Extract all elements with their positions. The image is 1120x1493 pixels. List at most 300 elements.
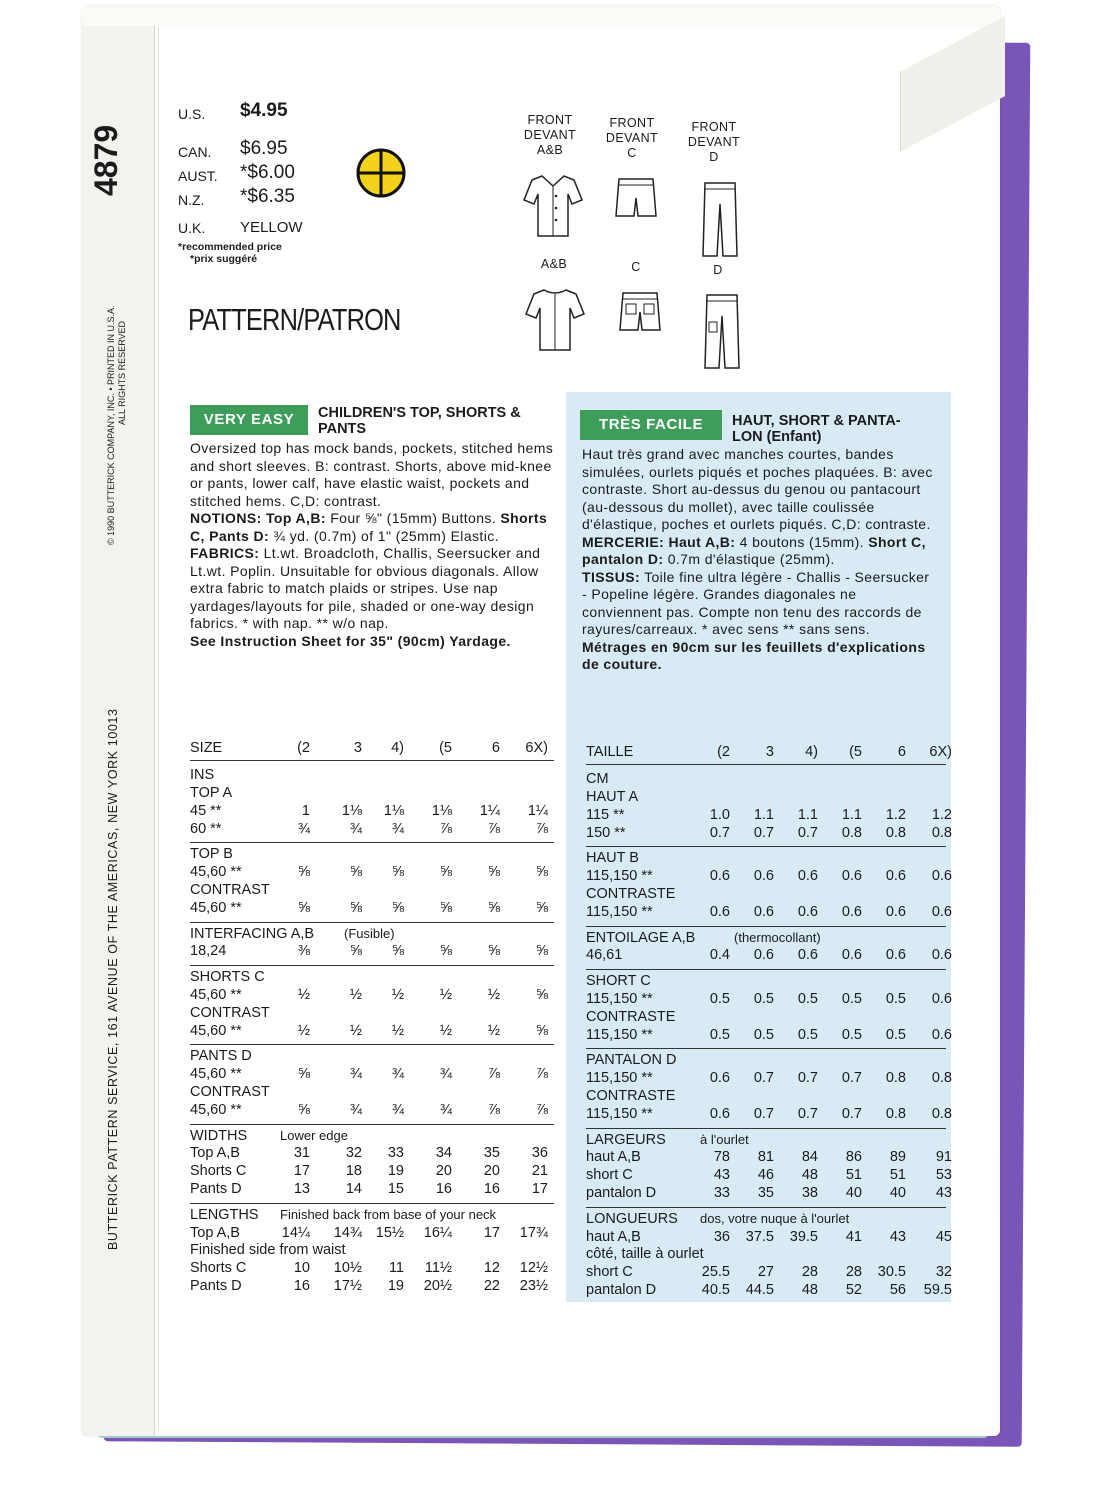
table-row xyxy=(586,929,946,947)
price-value: $4.95 xyxy=(240,100,288,121)
table-cell: 17 xyxy=(483,1224,500,1241)
table-cell: ⅝ xyxy=(535,987,548,1003)
table-cell: 91 xyxy=(935,1149,952,1166)
notions-top-label: Top A,B: xyxy=(265,510,326,526)
table-cell: 51 xyxy=(845,1167,862,1184)
table-cell: ⅝ xyxy=(535,899,548,916)
group-divider xyxy=(190,842,554,843)
row-label: SHORTS C xyxy=(190,969,265,986)
table-cell: 37.5 xyxy=(745,1228,774,1245)
table-cell: 0.6 xyxy=(753,947,774,964)
row-label: 45,60 ** xyxy=(190,864,242,881)
row-label: 115,150 ** xyxy=(586,868,653,885)
group-divider xyxy=(586,926,946,927)
table-cell: 0.6 xyxy=(841,868,862,885)
table-cell: 20½ xyxy=(423,1278,452,1294)
table-cell: 84 xyxy=(801,1149,818,1166)
view-label-front-c xyxy=(592,116,672,161)
table-cell: 46 xyxy=(757,1167,774,1184)
table-cell: 21 xyxy=(531,1163,548,1180)
price-country: AUST. xyxy=(178,168,218,184)
row-label: 45,60 ** xyxy=(190,899,242,916)
row-label: côté, taille à ourlet xyxy=(586,1246,704,1263)
title-line: CHILDREN'S TOP, SHORTS & xyxy=(318,405,521,421)
table-cell: 51 xyxy=(889,1167,906,1184)
table-cell: 0.5 xyxy=(841,991,862,1007)
table-cell: 0.6 xyxy=(885,947,906,964)
row-sublabel: à l'ourlet xyxy=(700,1131,749,1147)
label-line: FRONT xyxy=(691,120,737,134)
table-row xyxy=(586,1087,946,1105)
table-cell: ⅞ xyxy=(535,1101,548,1118)
table-cell: 0.8 xyxy=(885,1070,906,1087)
table-row xyxy=(586,1069,952,1087)
label-line: DEVANT xyxy=(605,131,659,145)
price-row xyxy=(178,186,328,208)
table-cell: 0.7 xyxy=(797,1105,818,1122)
table-row xyxy=(190,1162,554,1180)
row-label: INTERFACING A,B xyxy=(190,925,315,942)
table-row xyxy=(586,1051,946,1069)
row-label: 115,150 ** xyxy=(586,991,653,1007)
very-easy-badge: VERY EASY xyxy=(190,405,308,435)
publisher-address: BUTTERICK PATTERN SERVICE, 161 AVENUE OF THE AMERICAS, NEW YORK 10013 xyxy=(106,708,120,1250)
row-label: CONTRAST xyxy=(190,882,270,898)
table-row xyxy=(190,1241,554,1259)
table-cell: 16 xyxy=(483,1181,500,1197)
table-cell: 13 xyxy=(293,1181,310,1197)
table-cell: 0.5 xyxy=(709,1026,730,1043)
row-label: Finished side from waist xyxy=(190,1242,346,1259)
table-cell: 1¼ xyxy=(479,802,500,819)
table-cell: 0.6 xyxy=(885,868,906,885)
table-cell: ⅝ xyxy=(439,864,452,881)
table-cell: 34 xyxy=(435,1145,452,1162)
table-cell: ¾ xyxy=(349,1101,362,1118)
notions-top-text: 4 boutons (15mm). xyxy=(739,533,864,550)
table-cell: ⅞ xyxy=(439,820,452,837)
table-cell: 48 xyxy=(801,1282,818,1298)
yellow-crosshair-logo-icon xyxy=(356,148,406,198)
title-line: LON (Enfant) xyxy=(732,429,822,445)
row-label: 115 ** xyxy=(586,806,625,823)
size-header-row xyxy=(190,738,554,761)
row-sublabel: (thermocollant) xyxy=(734,929,821,945)
table-cell: 0.8 xyxy=(931,1105,952,1122)
top-front-sketch-icon xyxy=(522,172,584,240)
size-header-row xyxy=(586,742,952,765)
table-cell: 14¾ xyxy=(333,1224,362,1241)
table-cell: ⅝ xyxy=(391,864,404,881)
table-row xyxy=(586,885,946,903)
view-label-front-d xyxy=(674,120,754,165)
table-cell: 17 xyxy=(293,1163,310,1180)
row-label: 45,60 ** xyxy=(190,1022,242,1039)
notions-shorts-text: 0.7m d'élastique (25mm). xyxy=(667,551,835,567)
row-label: TOP B xyxy=(190,846,233,863)
row-label: 45,60 ** xyxy=(190,1066,242,1083)
row-label: Shorts C xyxy=(190,1260,247,1277)
table-cell: ⅞ xyxy=(487,1066,500,1083)
table-cell: 0.6 xyxy=(709,868,730,885)
label-line: DEVANT xyxy=(687,135,741,149)
table-cell: 28 xyxy=(845,1264,862,1281)
price-value: YELLOW xyxy=(240,219,303,236)
table-row xyxy=(190,820,554,838)
table-cell: 0.6 xyxy=(797,868,818,885)
table-cell: 22 xyxy=(483,1278,500,1294)
english-yardage-table xyxy=(190,738,554,1308)
row-label: Pants D xyxy=(190,1181,242,1197)
row-sublabel: Finished back from base of your neck xyxy=(280,1206,497,1222)
table-cell: 89 xyxy=(889,1149,906,1166)
description-text: Haut très grand avec manches courtes, bandes simulées, ourlets piqués et poches plaquées. B: avec contraste. Short au-dessus du genou ou pantacourt (au-dessous du mollet), avec taille coulissée d'élastique, poches et ourlets piqués. C,D: contraste. xyxy=(582,446,933,532)
table-cell: ½ xyxy=(349,987,362,1003)
row-sublabel: Lower edge xyxy=(280,1127,348,1143)
pattern-number: 4879 xyxy=(88,124,124,196)
notions-shorts-label: Short C, pantalon D: xyxy=(582,533,926,567)
table-cell: ⅝ xyxy=(487,864,500,881)
label-line: FRONT xyxy=(609,116,655,130)
table-cell: 36 xyxy=(713,1228,730,1245)
table-cell: 0.5 xyxy=(753,991,774,1007)
table-cell: 31 xyxy=(293,1145,310,1162)
size-column-header: (5 xyxy=(439,740,452,756)
table-cell: ½ xyxy=(349,1022,362,1039)
table-cell: 0.6 xyxy=(709,1070,730,1087)
row-label: 60 ** xyxy=(190,820,222,837)
table-cell: 43 xyxy=(935,1185,952,1201)
pants-front-sketch-icon xyxy=(700,180,740,260)
row-label: Shorts C xyxy=(190,1163,247,1180)
size-column-header: 4) xyxy=(805,744,818,760)
table-cell: 17¾ xyxy=(519,1224,548,1241)
size-column-header: 6 xyxy=(491,740,500,756)
table-cell: ⅝ xyxy=(349,864,362,881)
table-cell: 0.7 xyxy=(709,824,730,841)
table-cell: ¾ xyxy=(391,1066,404,1083)
row-label: TOP A xyxy=(190,785,233,801)
french-description xyxy=(582,446,938,674)
row-label: pantalon D xyxy=(586,1282,657,1298)
table-cell: 1.1 xyxy=(841,806,862,823)
row-label: LONGUEURS xyxy=(586,1210,678,1227)
pants-back-sketch-icon xyxy=(702,292,742,372)
price-country: CAN. xyxy=(178,144,212,160)
table-cell: 0.6 xyxy=(709,903,730,920)
row-label: CONTRAST xyxy=(190,1084,270,1100)
price-row xyxy=(178,100,328,122)
label-line: D xyxy=(709,150,719,164)
row-label: Top A,B xyxy=(190,1145,240,1162)
top-back-sketch-icon xyxy=(524,286,586,354)
title-line: HAUT, SHORT & PANTA- xyxy=(732,413,901,429)
table-cell: 1.1 xyxy=(797,806,818,823)
table-cell: ½ xyxy=(487,1022,500,1039)
notions-top-label: Haut A,B: xyxy=(668,533,736,550)
table-cell: 43 xyxy=(713,1167,730,1184)
row-label: 150 ** xyxy=(586,824,626,841)
notions-top-text: Four ⅝" (15mm) Buttons. xyxy=(330,510,497,526)
price-note-english: *recommended price xyxy=(178,241,282,253)
table-cell: ⅝ xyxy=(349,943,362,960)
table-row xyxy=(190,845,554,863)
table-cell: 15½ xyxy=(375,1224,404,1241)
fabrics-text: Lt.wt. Broadcloth, Challis, Seersucker and Lt.wt. Poplin. Unsuitable for obvious diagonals. Allow extra fabric to match plaids or stripes. Use nap yardages/layouts for pile, shaded or one-way design fabrics. * with nap. ** w/o nap. xyxy=(190,545,541,631)
instruction-note: See Instruction Sheet for 35" (90cm) Yardage. xyxy=(190,632,511,649)
table-cell: 0.6 xyxy=(931,903,952,920)
table-cell: ⅝ xyxy=(391,899,404,916)
row-label: CONTRASTE xyxy=(586,886,676,902)
table-cell: 1.2 xyxy=(885,806,906,823)
row-label: 46,61 xyxy=(586,947,623,964)
fabrics-label: FABRICS: xyxy=(190,545,260,561)
table-cell: ⅞ xyxy=(487,1101,500,1118)
row-label: 115,150 ** xyxy=(586,903,653,920)
table-cell: ½ xyxy=(439,1022,452,1039)
table-cell: 53 xyxy=(935,1167,952,1184)
french-yardage-table xyxy=(586,742,952,1312)
row-label: 45 ** xyxy=(190,802,222,819)
size-column-header: 6X) xyxy=(929,744,952,760)
table-row xyxy=(190,881,554,899)
row-label: 115,150 ** xyxy=(586,1070,653,1087)
size-column-header: 3 xyxy=(765,744,774,760)
fabrics-text: Toile fine ultra légère - Challis - Seersucker - Popeline légère. Grandes diagonales ne conviennent pas. Compte non tenu des raccords de rayures/carreaux. * avec sens ** sans sens. xyxy=(582,568,930,637)
table-cell: 0.7 xyxy=(841,1070,862,1087)
english-title xyxy=(318,405,521,437)
table-cell: ⅝ xyxy=(487,899,500,916)
table-cell: ⅝ xyxy=(297,899,310,916)
row-label: ENTOILAGE A,B xyxy=(586,929,696,946)
table-row xyxy=(190,899,554,917)
unit-text: CM xyxy=(586,771,609,787)
row-sublabel: dos, votre nuque à l'ourlet xyxy=(700,1210,850,1226)
table-row xyxy=(190,925,554,943)
price-value: *$6.35 xyxy=(240,186,295,207)
table-cell: 27 xyxy=(757,1264,774,1281)
table-row xyxy=(190,1101,554,1119)
size-column-header: 6X) xyxy=(525,740,548,756)
size-column-header: (5 xyxy=(849,744,862,760)
table-cell: ⅝ xyxy=(349,899,362,916)
table-row xyxy=(586,972,946,990)
table-cell: ¾ xyxy=(391,820,404,837)
table-cell: ⅝ xyxy=(439,943,452,960)
table-cell: 1⅛ xyxy=(431,802,452,819)
price-note-french: *prix suggéré xyxy=(190,253,258,265)
table-cell: 0.6 xyxy=(931,1026,952,1043)
table-cell: ⅝ xyxy=(297,1101,310,1118)
table-cell: 0.6 xyxy=(753,903,774,920)
table-cell: 33 xyxy=(713,1185,730,1201)
group-divider xyxy=(586,1128,946,1129)
table-cell: ¾ xyxy=(439,1101,452,1118)
table-row xyxy=(586,946,952,964)
table-row xyxy=(190,1083,554,1101)
table-cell: ½ xyxy=(297,1022,310,1039)
view-label-back-c: C xyxy=(631,260,641,274)
label-line: C xyxy=(627,146,637,160)
table-row xyxy=(190,1127,554,1145)
table-cell: 16 xyxy=(435,1181,452,1197)
table-row xyxy=(190,863,554,881)
table-row xyxy=(586,867,952,885)
table-row xyxy=(586,1281,952,1299)
table-row xyxy=(586,903,952,921)
table-cell: 17½ xyxy=(333,1278,362,1294)
table-row xyxy=(190,1065,554,1083)
view-label-back-ab: A&B xyxy=(540,257,568,271)
copyright-line: © 1990 BUTTERICK COMPANY, INC. • PRINTED IN U.S.A. xyxy=(106,305,116,545)
table-cell: 0.6 xyxy=(841,947,862,964)
table-cell: 10½ xyxy=(333,1260,362,1277)
description-text: Oversized top has mock bands, pockets, stitched hems and short sleeves. B: contrast. Shorts, above mid-knee or pants, lower calf, have elastic waist, pockets and stitched hems. C,D: contrast. xyxy=(190,440,554,509)
table-cell: 38 xyxy=(801,1185,818,1201)
table-cell: 0.7 xyxy=(797,824,818,841)
row-label: WIDTHS xyxy=(190,1127,248,1144)
title-line: PANTS xyxy=(318,421,367,437)
table-cell: 36 xyxy=(531,1145,548,1162)
group-divider xyxy=(190,1044,554,1045)
table-cell: 56 xyxy=(889,1282,906,1298)
table-cell: ⅝ xyxy=(535,943,548,960)
table-cell: ⅝ xyxy=(391,943,404,960)
table-cell: 0.6 xyxy=(931,991,952,1007)
table-cell: 33 xyxy=(387,1145,404,1162)
price-row xyxy=(178,162,328,184)
price-row xyxy=(178,214,328,236)
table-row xyxy=(586,1263,952,1281)
table-row xyxy=(190,1180,554,1198)
price-country: U.K. xyxy=(178,220,206,236)
group-divider xyxy=(190,922,554,923)
table-row xyxy=(190,784,554,802)
table-cell: 12 xyxy=(483,1260,500,1277)
size-column-header: 6 xyxy=(897,744,906,760)
table-cell: 0.7 xyxy=(753,824,774,841)
table-cell: 23½ xyxy=(519,1278,548,1294)
table-cell: 44.5 xyxy=(745,1282,774,1298)
table-cell: 52 xyxy=(845,1282,862,1298)
row-label: Top A,B xyxy=(190,1224,240,1241)
notions-shorts-label: Shorts C, Pants D: xyxy=(190,510,548,544)
table-row xyxy=(586,1166,952,1184)
table-row xyxy=(586,788,946,806)
table-cell: 0.7 xyxy=(797,1070,818,1087)
label-line: A&B xyxy=(536,143,564,157)
table-row xyxy=(586,1210,946,1228)
row-label: CONTRAST xyxy=(190,1004,270,1021)
group-divider xyxy=(586,1207,946,1208)
row-label: short C xyxy=(586,1167,633,1184)
row-label: 45,60 ** xyxy=(190,987,242,1003)
table-cell: 14 xyxy=(345,1181,362,1197)
table-cell: ⅝ xyxy=(297,1066,310,1083)
table-cell: 48 xyxy=(801,1167,818,1184)
unit-text: INS xyxy=(190,767,215,783)
table-cell: 16¼ xyxy=(423,1224,452,1241)
table-cell: 0.8 xyxy=(931,1070,952,1087)
table-cell: ½ xyxy=(297,987,310,1003)
row-label: pantalon D xyxy=(586,1185,657,1201)
table-cell: 30.5 xyxy=(877,1264,906,1281)
table-row xyxy=(190,1144,554,1162)
instruction-note: Métrages en 90cm sur les feuillets d'explications de couture. xyxy=(582,638,926,672)
table-cell: ⅜ xyxy=(297,943,310,960)
table-cell: 28 xyxy=(801,1264,818,1281)
table-cell: 20 xyxy=(435,1163,452,1180)
table-cell: 40 xyxy=(845,1185,862,1201)
table-cell: ¾ xyxy=(439,1066,452,1083)
table-row xyxy=(586,1131,946,1149)
row-label: CONTRASTE xyxy=(586,1088,676,1104)
size-label: SIZE xyxy=(190,740,223,756)
row-label: Pants D xyxy=(190,1278,242,1294)
row-label: CONTRASTE xyxy=(586,1008,676,1025)
row-label: SHORT C xyxy=(586,973,651,990)
table-cell: 0.6 xyxy=(797,947,818,964)
size-column-header: 3 xyxy=(353,740,362,756)
table-cell: 78 xyxy=(713,1149,730,1166)
table-cell: 0.6 xyxy=(885,903,906,920)
table-row xyxy=(586,1026,952,1044)
table-cell: 0.6 xyxy=(753,868,774,885)
table-row xyxy=(586,1008,946,1026)
table-cell: ⅝ xyxy=(487,943,500,960)
table-cell: 0.8 xyxy=(931,824,952,841)
price-country: U.S. xyxy=(178,106,206,122)
notions-shorts-text: ¾ yd. (0.7m) of 1" (25mm) Elastic. xyxy=(273,527,499,544)
table-cell: 0.7 xyxy=(753,1070,774,1087)
table-cell: 10 xyxy=(293,1260,310,1277)
row-label: 115,150 ** xyxy=(586,1026,653,1043)
table-cell: 0.6 xyxy=(841,903,862,920)
group-divider xyxy=(586,969,946,970)
group-divider xyxy=(586,1048,946,1049)
table-row xyxy=(190,942,554,960)
french-title xyxy=(732,413,901,445)
group-divider xyxy=(586,846,946,847)
table-cell: ¾ xyxy=(349,820,362,837)
shorts-front-sketch-icon xyxy=(614,176,658,220)
table-cell: 11½ xyxy=(424,1260,452,1277)
table-cell: 0.6 xyxy=(709,1105,730,1122)
tres-facile-badge: TRÈS FACILE xyxy=(580,410,722,440)
english-description xyxy=(190,440,554,650)
table-row xyxy=(586,849,946,867)
table-cell: 0.5 xyxy=(885,1026,906,1043)
table-row xyxy=(586,990,952,1008)
price-value: *$6.00 xyxy=(240,162,295,183)
table-cell: 16 xyxy=(293,1278,310,1294)
size-column-header: (2 xyxy=(717,744,730,760)
table-cell: 12½ xyxy=(519,1260,548,1277)
table-row xyxy=(586,1148,952,1166)
table-row xyxy=(190,1022,554,1040)
table-row xyxy=(190,1004,554,1022)
table-cell: ¾ xyxy=(297,820,310,837)
table-cell: ⅝ xyxy=(535,864,548,881)
table-cell: ⅝ xyxy=(535,1022,548,1039)
table-cell: 18 xyxy=(345,1163,362,1180)
table-row xyxy=(190,802,554,820)
table-cell: 1¼ xyxy=(527,802,548,819)
row-label: 45,60 ** xyxy=(190,1101,242,1118)
table-row xyxy=(190,1206,554,1224)
rights-line: ALL RIGHTS RESERVED xyxy=(117,320,127,425)
table-cell: 0.5 xyxy=(797,1026,818,1043)
